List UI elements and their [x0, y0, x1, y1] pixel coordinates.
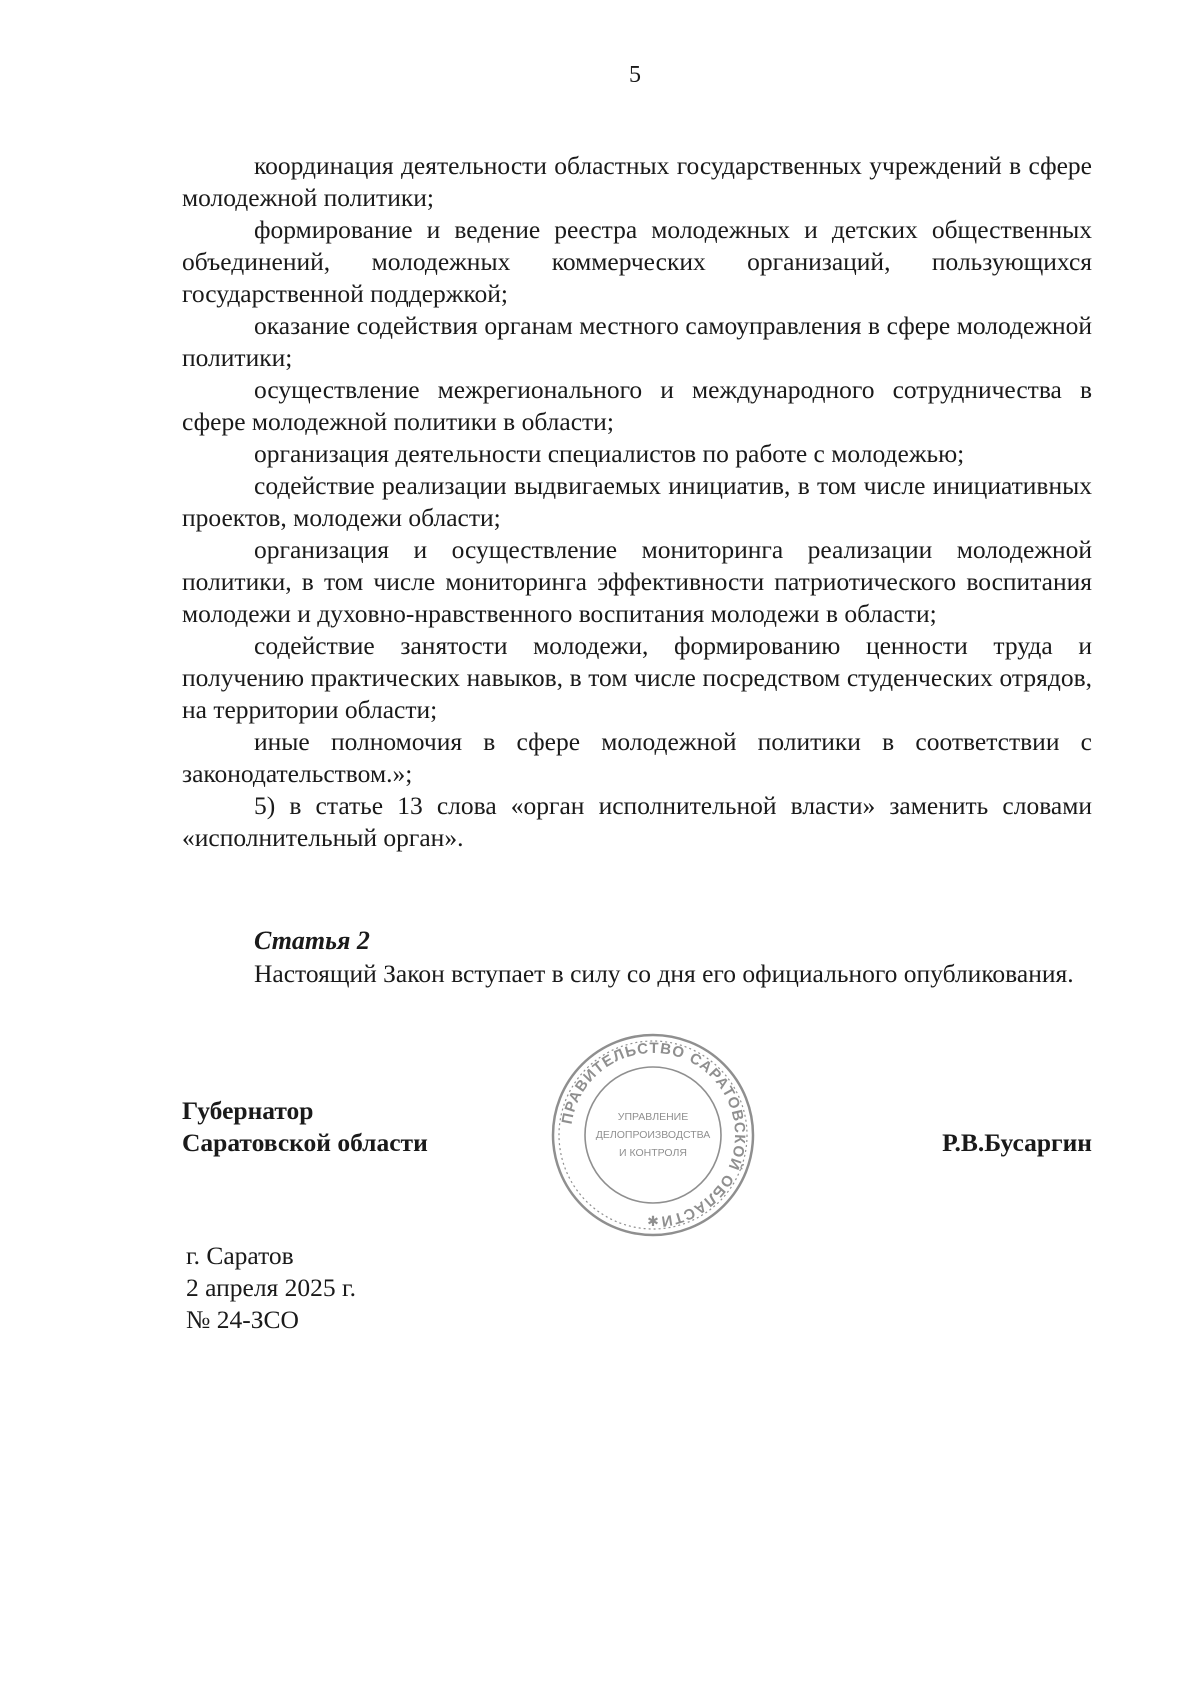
- page-number: 5: [629, 62, 641, 88]
- official-seal: [548, 1030, 758, 1240]
- law-body: [182, 150, 1092, 854]
- seal-outer-text: ПРАВИТЕЛЬСТВО САРАТОВСКОЙ ОБЛАСТИ: [558, 1039, 749, 1230]
- paragraph-other-powers: иные полномочия в сфере молодежной политики в соответствии с законодательством.»;: [182, 727, 1092, 788]
- seal-inner-line1: УПРАВЛЕНИЕ: [617, 1111, 689, 1123]
- signature-title-line2: Саратовской области: [182, 1128, 428, 1157]
- signature-title: [182, 1095, 428, 1159]
- document-footer: [186, 1240, 356, 1336]
- article-text: Настоящий Закон вступает в силу со дня его официального опубликования.: [254, 959, 1074, 988]
- paragraph-specialists: организация деятельности специалистов по работе с молодежью;: [254, 439, 965, 468]
- seal-star-icon: ✱: [647, 1214, 659, 1230]
- paragraph-employment: содействие занятости молодежи, формированию ценности труда и получению практических навыков, в том числе посредством студенческих отрядов, на территории области;: [182, 631, 1092, 724]
- seal-inner-line3: И КОНТРОЛЯ: [619, 1147, 687, 1159]
- footer-city: г. Саратов: [186, 1241, 294, 1270]
- paragraph-article-13-amendment: 5) в статье 13 слова «орган исполнительной власти» заменить словами «исполнительный орган».: [182, 791, 1092, 852]
- paragraph-local-assistance: оказание содействия органам местного самоуправления в сфере молодежной политики;: [182, 311, 1092, 372]
- signer-name: Р.В.Бусаргин: [942, 1128, 1092, 1157]
- paragraph-registry: формирование и ведение реестра молодежных и детских общественных объединений, молодежных коммерческих организаций, пользующихся государственной поддержкой;: [182, 215, 1092, 308]
- article-heading: Статья 2: [254, 926, 370, 955]
- paragraph-cooperation: осуществление межрегионального и международного сотрудничества в сфере молодежной политики в области;: [182, 375, 1092, 436]
- signature-title-line1: Губернатор: [182, 1096, 314, 1125]
- paragraph-monitoring: организация и осуществление мониторинга реализации молодежной политики, в том числе мониторинга эффективности патриотического воспитания молодежи и духовно-нравственного воспитания молодежи в области;: [182, 535, 1092, 628]
- paragraph-initiatives: содействие реализации выдвигаемых инициатив, в том числе инициативных проектов, молодежи области;: [182, 471, 1092, 532]
- seal-inner-line2: ДЕЛОПРОИЗВОДСТВА: [595, 1129, 711, 1141]
- footer-number: № 24-ЗСО: [186, 1305, 299, 1334]
- paragraph-coordination: координация деятельности областных государственных учреждений в сфере молодежной политики;: [182, 151, 1092, 212]
- footer-date: 2 апреля 2025 г.: [186, 1273, 356, 1302]
